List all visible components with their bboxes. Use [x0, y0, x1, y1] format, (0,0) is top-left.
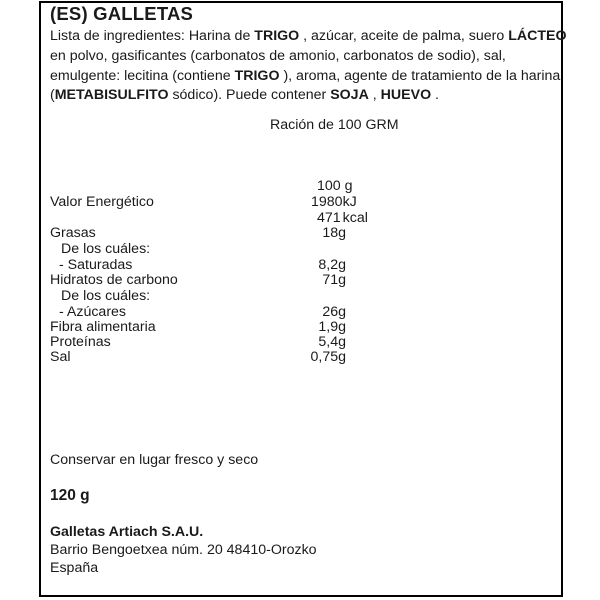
- nutrient-label: De los cuáles:: [61, 288, 151, 304]
- ingredients-text: .: [431, 87, 439, 103]
- nutrient-value: 26g: [322, 304, 346, 320]
- ingredients-text: ), aroma, agente de tratamiento de la harina: [279, 68, 561, 84]
- ingredients-text: Lista de ingredientes: Harina de: [50, 28, 255, 44]
- nutrient-label: - Azúcares: [59, 304, 127, 320]
- company-address: Barrio Bengoetxea núm. 20 48410-Orozko: [50, 542, 317, 558]
- nutrient-label: Valor Energético: [50, 194, 154, 210]
- nutrient-value: 18g: [322, 225, 346, 241]
- nutrient-label: Sal: [50, 349, 71, 365]
- nutrient-value: 471 kcal: [317, 210, 368, 226]
- nutrient-label: De los cuáles:: [61, 241, 151, 257]
- product-title: (ES) GALLETAS: [50, 3, 194, 24]
- nutrient-label: - Saturadas: [59, 257, 133, 273]
- serving-size: Ración de 100 GRM: [270, 117, 399, 133]
- ingredients-text: (: [50, 87, 55, 103]
- nutrient-value: 1,9g: [318, 319, 346, 335]
- ingredients-text: , azúcar, aceite de palma, suero: [299, 28, 509, 44]
- allergen-text: METABISULFITO: [54, 87, 169, 103]
- nutrient-label: Hidratos de carbono: [50, 272, 178, 288]
- column-header: 100 g: [317, 178, 353, 194]
- ingredients-line-3: [50, 66, 560, 86]
- ingredients-text: en polvo, gasificantes (carbonatos de amonio, carbonatos de sodio), sal,: [50, 48, 506, 64]
- nutrient-label: Fibra alimentaria: [50, 319, 156, 335]
- company-name: Galletas Artiach S.A.U.: [50, 524, 204, 540]
- nutrient-value: 1980kJ: [311, 194, 357, 210]
- allergen-text: TRIGO: [254, 28, 300, 44]
- ingredients-line-4: [50, 85, 439, 105]
- ingredients-text: emulgente: lecitina (contiene: [50, 68, 235, 84]
- ingredients-text: sódico). Puede contener: [168, 87, 331, 103]
- net-weight: 120 g: [50, 487, 90, 504]
- allergen-text: TRIGO: [234, 68, 280, 84]
- allergen-text: SOJA: [330, 87, 369, 103]
- nutrient-value: 8,2g: [318, 257, 346, 273]
- nutrition-label-panel: [39, 1, 567, 597]
- ingredients-line-2: [50, 46, 506, 66]
- nutrient-value: 5,4g: [318, 334, 346, 350]
- storage-instructions: Conservar en lugar fresco y seco: [50, 452, 259, 468]
- nutrient-value: 71g: [322, 272, 346, 288]
- nutrient-label: Proteínas: [50, 334, 111, 350]
- allergen-text: HUEVO: [380, 87, 432, 103]
- nutrient-value: 0,75g: [310, 349, 346, 365]
- allergen-text: LÁCTEO: [508, 28, 567, 44]
- company-country: España: [50, 560, 99, 576]
- nutrient-label: Grasas: [50, 225, 96, 241]
- ingredients-line-1: [50, 26, 567, 46]
- ingredients-text: ,: [368, 87, 381, 103]
